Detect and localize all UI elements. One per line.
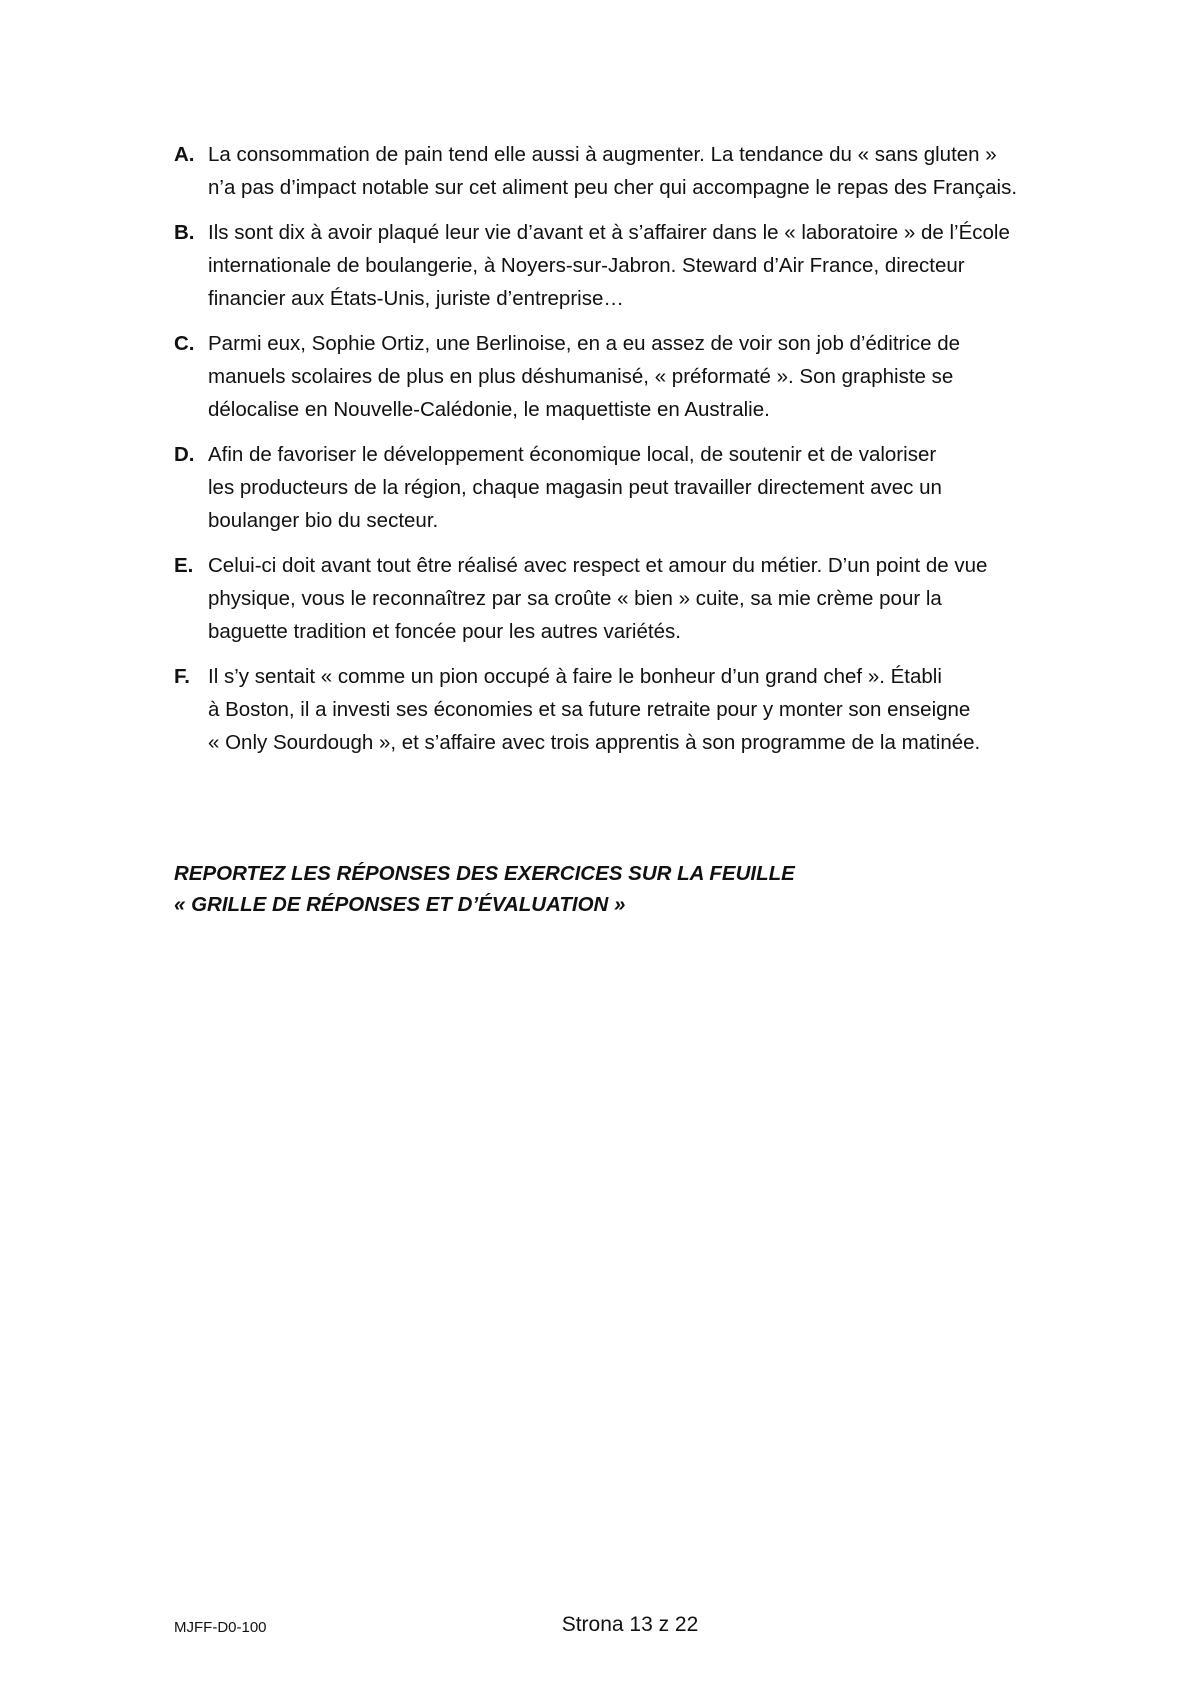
option-text: Parmi eux, Sophie Ortiz, une Berlinoise, en a eu assez de voir son job d’éditrice de manuels scolaires de plus en plus déshumanisé, « préformaté ». Son graphiste se délocalise en Nouvelle-Calédonie, le maquettiste en Australie. — [208, 332, 961, 421]
option-a — [174, 138, 1104, 204]
option-letter: C. — [174, 332, 195, 355]
option-letter: A. — [174, 143, 195, 166]
option-text: Afin de favoriser le développement économique local, de soutenir et de valoriser les producteurs de la région, chaque magasin peut travailler directement avec un boulanger bio du secteur. — [208, 443, 942, 532]
instruction-line-1: REPORTEZ LES RÉPONSES DES EXERCICES SUR LA FEUILLE — [174, 862, 795, 885]
page-number: Strona 13 z 22 — [561, 1613, 699, 1636]
option-text: Celui-ci doit avant tout être réalisé avec respect et amour du métier. D’un point de vue physique, vous le reconnaîtrez par sa croûte « bien » cuite, sa mie crème pour la baguette tradition et foncée pour les autres variétés. — [208, 554, 988, 643]
answer-sheet-instruction — [174, 858, 1074, 920]
option-e — [174, 549, 1104, 648]
answer-options-list — [174, 138, 1104, 771]
option-letter: F. — [174, 665, 190, 688]
option-f — [174, 660, 1104, 759]
instruction-line-2: « GRILLE DE RÉPONSES ET D’ÉVALUATION » — [174, 893, 626, 916]
option-text: Ils sont dix à avoir plaqué leur vie d’avant et à s’affairer dans le « laboratoire » de l’École internationale de boulangerie, à Noyers-sur-Jabron. Steward d’Air France, directeur financier aux États-Unis, juriste d’entreprise… — [208, 221, 1010, 310]
exam-code: MJFF-D0-100 — [174, 1619, 267, 1636]
page-number-container — [0, 1611, 1200, 1639]
option-b — [174, 216, 1104, 315]
option-letter: B. — [174, 221, 195, 244]
option-c — [174, 327, 1104, 426]
option-d — [174, 438, 1104, 537]
option-letter: E. — [174, 554, 194, 577]
option-text: Il s’y sentait « comme un pion occupé à faire le bonheur d’un grand chef ». Établi à Boston, il a investi ses économies et sa future retraite pour y monter son enseigne « Only Sourdough », et s’affaire avec trois apprentis à son programme de la matinée. — [208, 665, 981, 754]
option-text: La consommation de pain tend elle aussi à augmenter. La tendance du « sans gluten » n’a pas d’impact notable sur cet aliment peu cher qui accompagne le repas des Français. — [208, 143, 1018, 199]
option-letter: D. — [174, 443, 195, 466]
